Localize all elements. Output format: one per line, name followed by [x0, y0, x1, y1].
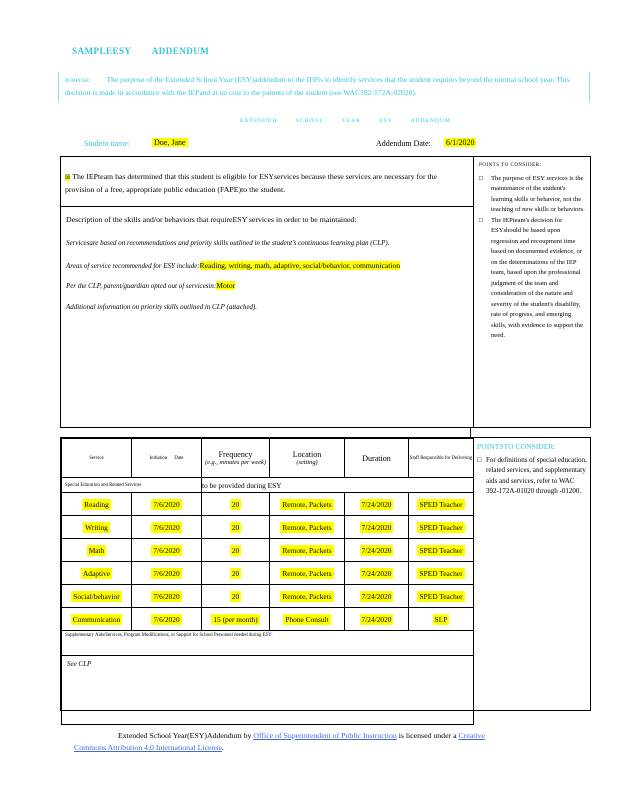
student-name-field[interactable]: Doe, Jane	[154, 138, 186, 147]
subhead-word: SCHOOL	[295, 118, 324, 124]
footer-mid: is licensed under a	[398, 731, 457, 740]
header-duration: Duration	[345, 439, 409, 478]
see-clp-row	[62, 656, 474, 725]
cell-frequency[interactable]: 20	[231, 499, 240, 509]
cell-date[interactable]: 7/6/2020	[153, 522, 180, 532]
additional-info: Additional information on priority skills outlined in CLP (attached).	[66, 303, 258, 311]
cell-staff[interactable]: SPED Teacher	[419, 545, 463, 555]
cell-location[interactable]: Remote, Packets	[282, 522, 332, 532]
cell-service[interactable]: Math	[88, 545, 105, 555]
square-bullet-icon: □	[479, 216, 483, 224]
table-row	[62, 608, 474, 631]
cell-date[interactable]: 7/6/2020	[153, 614, 180, 624]
cell-location[interactable]: Phone Consult	[285, 614, 329, 624]
opted-value[interactable]: Motor	[216, 281, 236, 290]
cell-date[interactable]: 7/6/2020	[153, 591, 180, 601]
points-to-consider-2	[477, 442, 587, 497]
cell-duration[interactable]: 7/24/2020	[361, 591, 392, 601]
points-bullet-text: The purpose of ESY services is the maintenance of the student's learning skills or behavior, not the teaching of new skills or behaviors.	[491, 174, 585, 213]
subhead-word: ESY	[379, 118, 393, 124]
cell-frequency[interactable]: 15 (per month)	[213, 614, 258, 624]
license-footer	[74, 730, 554, 754]
table-row	[62, 493, 474, 516]
cell-date[interactable]: 7/6/2020	[153, 545, 180, 555]
points2-header: POINTSTO CONSIDER:	[477, 442, 556, 451]
subhead-word: EXTENDED	[240, 118, 278, 124]
cell-service[interactable]: Communication	[72, 614, 121, 624]
subrow-left: Special Education and Related Services	[62, 478, 202, 493]
cell-frequency[interactable]: 20	[231, 522, 240, 532]
ospi-link[interactable]: Office of Superintendent of Public Instruction	[253, 731, 397, 740]
addendum-date-field[interactable]: 6/1/2020	[446, 138, 475, 147]
eligibility-statement	[61, 157, 473, 207]
table-header-row	[62, 439, 474, 478]
cell-service[interactable]: Social/behavior	[73, 591, 120, 601]
creative-link[interactable]: Creative	[458, 731, 485, 740]
table-row	[62, 516, 474, 539]
title-right: ADDENDUM	[151, 46, 210, 56]
opted-out	[66, 281, 235, 290]
cell-frequency[interactable]: 20	[231, 591, 240, 601]
section-subhead	[240, 118, 467, 124]
cell-date[interactable]: 7/6/2020	[153, 499, 180, 509]
eligibility-left	[61, 157, 474, 427]
subhead-word: ADDENDUM	[410, 118, 451, 124]
cell-location[interactable]: Remote, Packets	[282, 545, 332, 555]
header-frequency: Frequency (e.g., minutes per week)	[202, 439, 270, 478]
table-row	[62, 562, 474, 585]
header-service: Service	[62, 439, 132, 478]
services-based-text: Servicesare based on recommendations and priority skills outlined in the student’s continuous learning plan (CLP).	[66, 239, 390, 247]
points2-text: For definitions of special education, related services, and supplementary aids and services, refer to WAC 392-172A-01020 through -01200.	[486, 455, 587, 495]
title-left: SAMPLEESY	[72, 46, 132, 56]
purpose-label: PURPOSE:	[65, 78, 91, 84]
opted-label: Per the CLP, parent/guardian opted out of servicesin:	[66, 282, 217, 290]
see-clp-field[interactable]: See CLP	[62, 656, 474, 725]
header-initiation-date: Initiation Date	[132, 439, 202, 478]
purpose-text: The purpose of the Extended School Year (ESY)addendum to the IEPis to identify services that the student requires beyond the normal school year. This decision is made in accordance with the IEPand at no cost to the parents of the student (see WAC392-172A-02020).	[65, 75, 570, 97]
services-section	[60, 437, 591, 711]
cell-date[interactable]: 7/6/2020	[153, 568, 180, 578]
square-bullet-icon: □	[479, 174, 483, 182]
services-table	[61, 438, 474, 725]
points-to-consider-1	[479, 161, 587, 342]
points2-bullet	[477, 455, 587, 497]
table-row	[62, 585, 474, 608]
cell-frequency[interactable]: 20	[231, 545, 240, 555]
cell-location[interactable]: Remote, Packets	[282, 499, 332, 509]
header-location: Location (setting)	[270, 439, 345, 478]
cell-staff[interactable]: SPED Teacher	[419, 568, 463, 578]
points-header: POINTS TO CONSIDER:	[479, 163, 542, 168]
supplementary-row	[62, 631, 474, 656]
cell-duration[interactable]: 7/24/2020	[361, 568, 392, 578]
subrow-right: to be provided during ESY	[202, 478, 474, 493]
areas-label: Areas of service recommended for ESY include:	[66, 262, 200, 270]
areas-value[interactable]: Reading, writing, math, adaptive, social/behavior, communication	[199, 261, 401, 270]
areas-of-service	[66, 261, 400, 270]
points-bullet	[479, 216, 587, 342]
table-subheader-row	[62, 478, 474, 493]
header-staff: Staff Responsible for Delivering	[409, 439, 474, 478]
cell-service[interactable]: Adaptive	[82, 568, 111, 578]
square-bullet-icon: □	[477, 455, 482, 464]
cell-frequency[interactable]: 20	[231, 568, 240, 578]
cell-staff[interactable]: SLP	[434, 614, 448, 624]
purpose-box	[58, 72, 590, 102]
table-row	[62, 539, 474, 562]
cell-staff[interactable]: SPED Teacher	[419, 522, 463, 532]
description-label: Description of the skills and/or behaviors that requireESY services in order to be maintained:	[66, 215, 357, 224]
cell-duration[interactable]: 7/24/2020	[361, 522, 392, 532]
eligibility-section	[60, 156, 591, 428]
supplementary-label: Supplementary Aids/Services, Program Modifications, or Support for School Personnel needed during ESY:	[62, 631, 474, 656]
cell-duration[interactable]: 7/24/2020	[361, 499, 392, 509]
subhead-word: YEAR	[341, 118, 361, 124]
document-title	[72, 46, 227, 56]
points-bullet	[479, 174, 587, 216]
eligibility-text: The IEPteam has determined that this student is eligible for ESYservices because these services are necessary for the provision of a free, appropriate public education (FAPE)to the student.	[65, 172, 438, 194]
cell-staff[interactable]: SPED Teacher	[419, 499, 463, 509]
cell-duration[interactable]: 7/24/2020	[361, 614, 392, 624]
student-name-label: Student name:	[84, 139, 130, 148]
cell-location[interactable]: Remote, Packets	[282, 591, 332, 601]
license-link[interactable]: Commons Attribution 4.0 International License	[74, 743, 222, 752]
cell-service[interactable]: Reading	[84, 499, 109, 509]
eligibility-checkbox[interactable]: ☒	[65, 175, 71, 181]
cell-location[interactable]: Remote, Packets	[282, 568, 332, 578]
cell-duration[interactable]: 7/24/2020	[361, 545, 392, 555]
footer-pre: Extended School Year(ESY)Addendum by	[118, 731, 252, 740]
cell-staff[interactable]: SPED Teacher	[419, 591, 463, 601]
cell-service[interactable]: Writing	[85, 522, 108, 532]
footer-end: .	[221, 743, 224, 752]
addendum-date-label: Addendum Date:	[376, 139, 431, 148]
divider	[470, 428, 472, 438]
points-bullet-text: The IEPteam's decision for ESYshould be based upon regression and recoupment time based on documented evidence, or on the determinations of the IEP team, based upon the professional judgment of the team and consideration of the nature and severity of the student's disability, rate of progress, and emerging skills, with evidence to support the need.	[491, 216, 583, 339]
